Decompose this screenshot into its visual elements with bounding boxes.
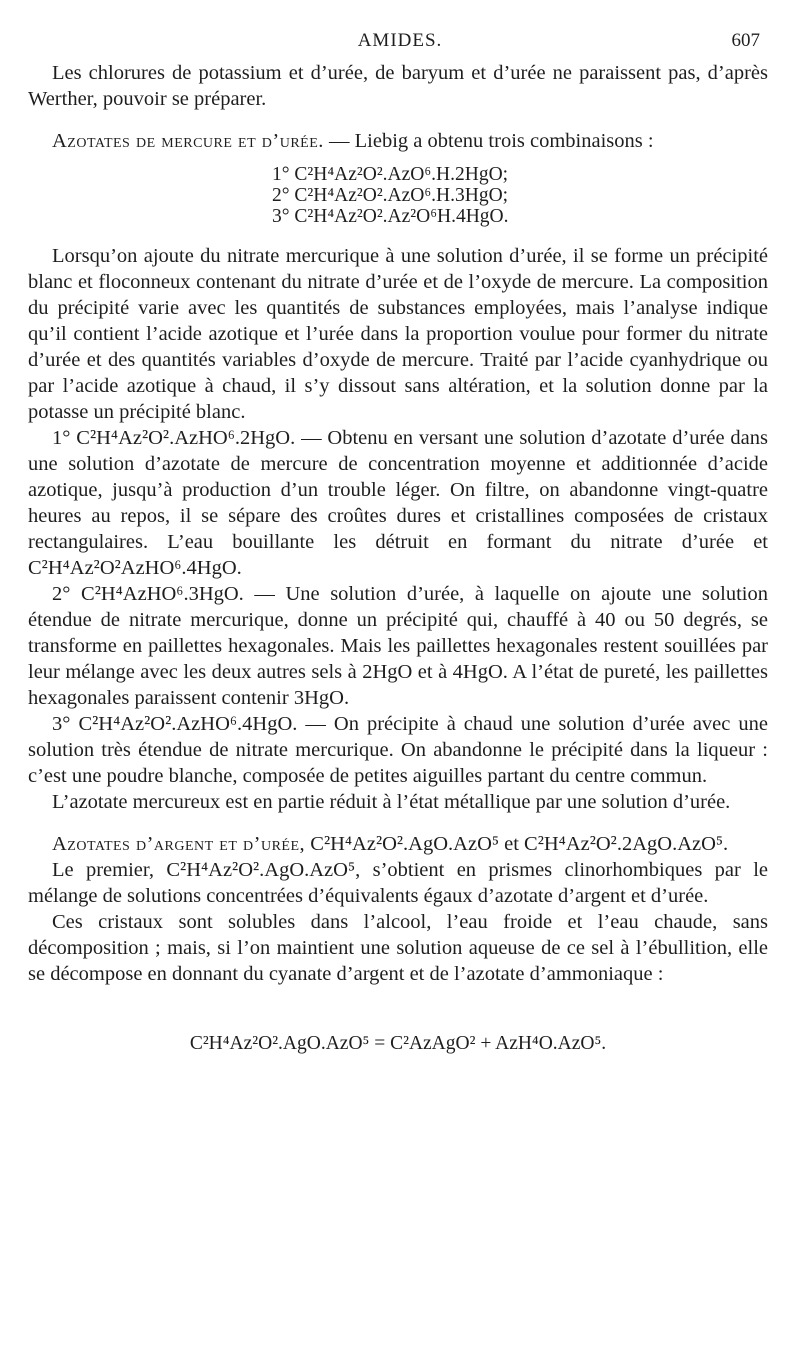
paragraph-azotates-mercure-intro <box>28 128 768 154</box>
paragraph-compose-3: 3° C²H⁴Az²O².AzHO⁶.4HgO. — On précipite à chaud une solution d’urée avec une solution très étendue de nitrate mercurique. On abandonne le précipité dans la liqueur : c’est une poudre blanche, composée de petites aiguilles partant du centre commun. <box>28 713 768 787</box>
paragraph-compose-2: 2° C²H⁴AzHO⁶.3HgO. — Une solution d’urée, à laquelle on ajoute une solution étendue de nitrate mercurique, donne un précipité qui, chauffé à 40 ou 50 degrés, se transforme en paillettes hexagonales. Mais les paillettes hexagonales restent souillées par leur mélange avec les deux autres sels à 2HgO et à 4HgO. A l’état de pureté, les paillettes hexagonales paraissent contenir 3HgO. <box>28 583 768 709</box>
formula-item: 3° C²H⁴Az²O².Az²O⁶H.4HgO. <box>272 206 509 227</box>
paragraph-azotates-argent <box>28 831 768 857</box>
formula-item: 1° C²H⁴Az²O².AzO⁶.H.2HgO; <box>272 164 509 185</box>
paragraph-azotate-mercureux: L’azotate mercureux est en partie réduit à l’état métallique par une solution d’urée. <box>52 791 731 813</box>
body-text <box>28 60 768 1057</box>
formula-item: 2° C²H⁴Az²O².AzO⁶.H.3HgO; <box>272 185 509 206</box>
formula-list <box>272 164 768 227</box>
paragraph-precipite: Lorsqu’on ajoute du nitrate mercurique à une solution d’urée, il se forme un précipité blanc et floconneux contenant du nitrate d’urée et de l’oxyde de mercure. La composition du précipité varie avec les quantités de substances employées, mais l’analyse indique qu’il contient l’acide azotique et l’urée dans la proportion voulue pour former du nitrate d’urée et des quantités variables d’oxyde de mercure. Traité par l’acide cyanhydrique ou par l’acide azotique à chaud, il s’y dissout sans altération, et la solution donne par la potasse un précipité blanc. <box>28 245 768 423</box>
section-heading-azotates-mercure: Azotates de mercure et d’urée. <box>52 130 324 152</box>
page-number: 607 <box>731 30 760 51</box>
page-header <box>0 20 800 50</box>
paragraph-premier: Le premier, C²H⁴Az²O².AgO.AzO⁵, s’obtient en prismes clinorhombiques par le mélange de solutions concentrées d’équivalents égaux d’azotate d’argent et d’urée. <box>28 859 768 907</box>
paragraph-chlorures: Les chlorures de potassium et d’urée, de baryum et d’urée ne paraissent pas, d’après Werther, pouvoir se préparer. <box>28 62 768 110</box>
paragraph-text: — Liebig a obtenu trois combinaisons : <box>323 130 654 152</box>
section-heading-azotates-argent: Azotates d’argent et d’urée, <box>52 833 306 855</box>
equation: C²H⁴Az²O².AgO.AzO⁵ = C²AzAgO² + AzH⁴O.AzO⁵. <box>189 1033 607 1054</box>
paragraph-text: C²H⁴Az²O².AgO.AzO⁵ et C²H⁴Az²O².2AgO.AzO⁵. <box>305 833 729 855</box>
paragraph-compose-1: 1° C²H⁴Az²O².AzHO⁶.2HgO. — Obtenu en versant une solution d’azotate d’urée dans une solution d’azotate de mercure de concentration moyenne et additionnée d’acide azotique, jusqu’à production d’un trouble léger. On filtre, on abandonne vingt-quatre heures au repos, il se sépare des croûtes dures et cristallines composées de cristaux rectangulaires. L’eau bouillante les détruit en formant du nitrate d’urée et C²H⁴Az²O²AzHO⁶.4HgO. <box>28 427 768 579</box>
paragraph-cristaux: Ces cristaux sont solubles dans l’alcool, l’eau froide et l’eau chaude, sans décomposition ; mais, si l’on maintient une solution aqueuse de ce sel à l’ébullition, elle se décompose en donnant du cyanate d’argent et de l’azotate d’ammoniaque : <box>28 911 768 985</box>
running-title: AMIDES. <box>357 30 443 51</box>
